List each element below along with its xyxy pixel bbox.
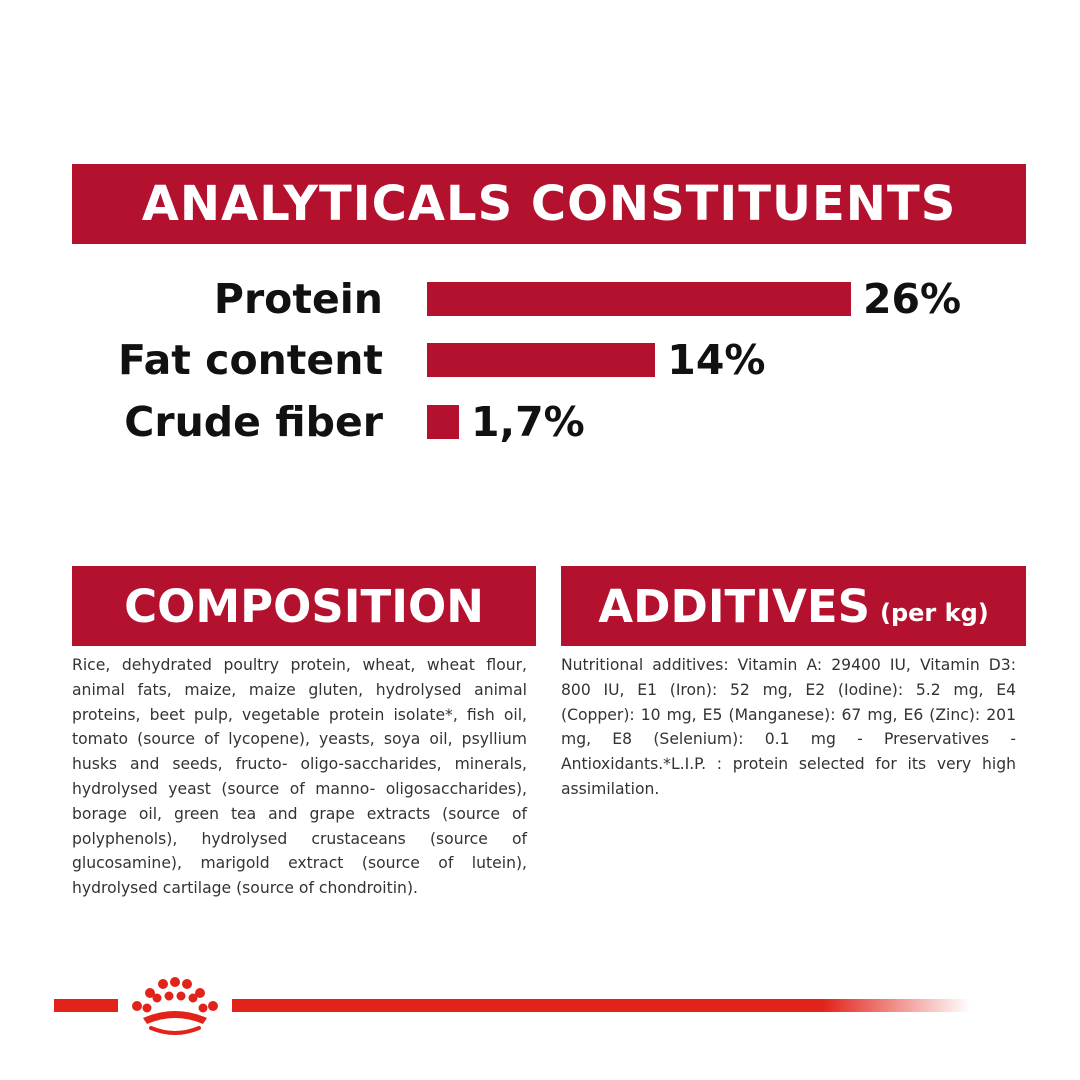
nutrient-value: 26% xyxy=(863,275,962,323)
additives-subtitle: (per kg) xyxy=(879,599,989,627)
nutrient-value: 1,7% xyxy=(471,398,585,446)
nutrient-label: Fat content xyxy=(118,336,383,384)
composition-title-banner xyxy=(72,566,536,646)
composition-text: Rice, dehydrated poultry protein, wheat, wheat flour, animal fats, maize, maize gluten, hydrolysed animal proteins, beet pulp, vegetable protein isolate*, fish oil, tomato (source of lycopene), yeasts, soya oil, psyllium husks and seeds, fructo- oligo-saccharides, minerals, hydrolysed yeast (source of manno- oligosaccharides), borage oil, green tea and grape extracts (source of polyphenols), hydrolysed crustaceans (source of glucosamine), marigold extract (source of lutein), hydrolysed cartilage (source of chondroitin). xyxy=(72,656,527,898)
nutrient-bar xyxy=(427,282,851,316)
nutrient-label: Crude fiber xyxy=(124,398,383,446)
nutrient-label: Protein xyxy=(213,275,383,323)
royal-canin-crown-icon xyxy=(123,974,227,1038)
nutrient-value: 14% xyxy=(667,336,766,384)
nutrient-bar xyxy=(427,405,459,439)
additives-title-banner xyxy=(561,566,1026,646)
footer-line-right xyxy=(232,999,970,1012)
additives-title: ADDITIVES xyxy=(598,579,870,633)
composition-title: COMPOSITION xyxy=(124,579,484,633)
nutrient-row-fat xyxy=(0,334,1080,386)
nutrient-row-protein xyxy=(0,273,1080,325)
nutrient-row-fiber xyxy=(0,396,1080,448)
analytics-title: ANALYTICALS CONSTITUENTS xyxy=(141,176,957,232)
nutrient-bar xyxy=(427,343,655,377)
footer-line-left xyxy=(54,999,118,1012)
analytics-title-banner xyxy=(72,164,1026,244)
additives-text: Nutritional additives: Vitamin A: 29400 IU, Vitamin D3: 800 IU, E1 (Iron): 52 mg, E2 (Iodine): 5.2 mg, E4 (Copper): 10 mg, E5 (Manganese): 67 mg, E6 (Zinc): 201 mg, E8 (Selenium): 0.1 mg - Preservatives - Antioxidants.*L.I.P. : protein selected for its very high assimilation. xyxy=(561,656,1016,798)
